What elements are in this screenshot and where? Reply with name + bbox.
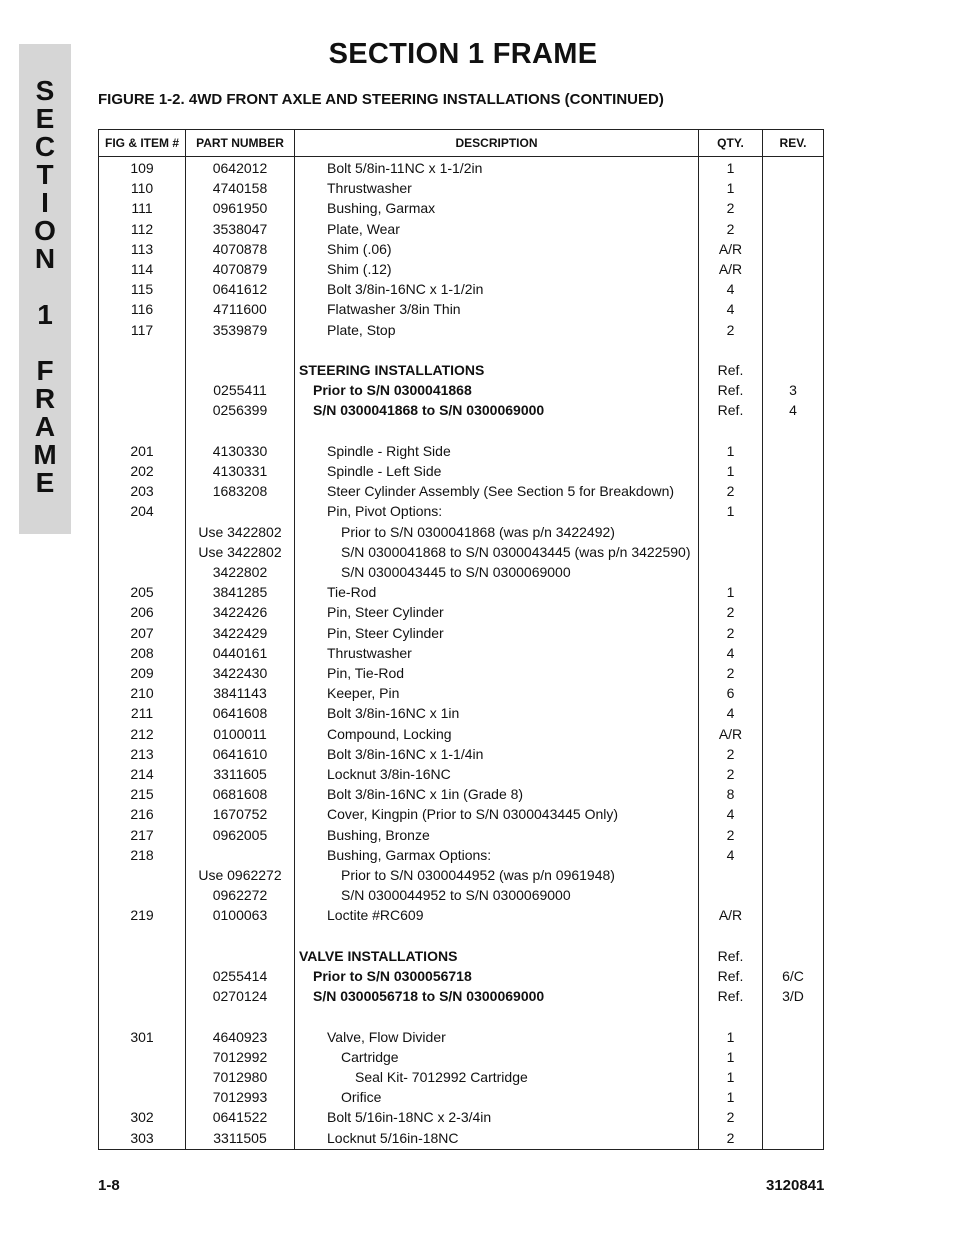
table-row (99, 764, 823, 784)
page-number: 1-8 (98, 1177, 120, 1194)
table-row (99, 380, 823, 400)
description-cell: Plate, Wear (327, 220, 400, 237)
table-row (99, 501, 823, 521)
description-cell: Seal Kit- 7012992 Cartridge (355, 1069, 528, 1085)
side-tab-letter: N (34, 243, 56, 274)
item-number-cell: 214 (130, 766, 154, 782)
description-cell: Loctite #RC609 (327, 907, 424, 924)
side-tab-letter: C (34, 131, 56, 162)
description-cell: Thrustwasher (327, 644, 412, 661)
table-row (99, 825, 823, 845)
table-row (99, 239, 823, 259)
part-number-cell: 7012992 (212, 1048, 268, 1065)
part-number-cell: 3422802 (212, 564, 268, 580)
part-number-cell: 0100063 (212, 907, 268, 924)
qty-cell: 6 (726, 685, 735, 702)
table-row (99, 1067, 823, 1087)
description-cell: Bolt 3/8in-16NC x 1-1/4in (327, 745, 484, 762)
side-tab-letter: 1 (37, 299, 53, 330)
header-divider (99, 156, 823, 157)
qty-cell: 1 (726, 1069, 735, 1085)
description-cell: Keeper, Pin (327, 685, 400, 702)
side-tab-letter: I (41, 187, 49, 218)
part-number-cell: 0641522 (212, 1109, 268, 1126)
table-row (99, 986, 823, 1006)
blank-row (99, 340, 823, 360)
part-number-cell: 4070878 (212, 240, 268, 257)
header-rev: REV. (779, 136, 807, 150)
document-number: 3120841 (766, 1177, 825, 1194)
qty-cell: 2 (726, 624, 735, 641)
part-number-cell: 3422426 (212, 604, 268, 621)
header-fig-item: FIG & ITEM # (104, 136, 179, 150)
qty-cell: 2 (726, 604, 735, 621)
part-number-cell: 0962272 (212, 887, 268, 904)
item-number-cell: 218 (130, 846, 154, 863)
part-number-cell: 3422429 (212, 624, 268, 641)
qty-cell: A/R (718, 907, 743, 924)
part-number-cell: 4640923 (212, 1028, 268, 1045)
qty-cell: Ref. (717, 382, 744, 399)
qty-cell: 2 (726, 665, 735, 681)
description-cell: Bushing, Garmax (327, 200, 436, 217)
qty-cell: 4 (726, 301, 735, 318)
qty-cell: Ref. (717, 947, 744, 964)
table-row (99, 683, 823, 703)
item-number-cell: 111 (131, 200, 153, 217)
qty-cell: 1 (726, 584, 735, 601)
section-side-tab (19, 44, 71, 534)
side-tab-letter: M (33, 439, 57, 470)
description-cell: Thrustwasher (327, 180, 412, 197)
part-number-cell: 0255411 (213, 382, 267, 399)
side-tab-letter: E (35, 103, 55, 134)
qty-cell: Ref. (717, 988, 744, 1005)
description-cell: Pin, Tie-Rod (327, 665, 405, 681)
description-cell: Shim (.12) (327, 261, 392, 277)
part-number-cell: 3539879 (212, 321, 268, 338)
part-number-cell: 1683208 (212, 483, 268, 500)
table-row (99, 845, 823, 865)
table-row (99, 158, 823, 178)
item-number-cell: 206 (130, 604, 154, 621)
table-row (99, 542, 823, 562)
description-cell: Pin, Pivot Options: (327, 503, 443, 520)
item-number-cell: 208 (130, 644, 154, 661)
table-row (99, 966, 823, 986)
qty-cell: 2 (726, 1109, 735, 1126)
table-row (99, 703, 823, 723)
table-row (99, 441, 823, 461)
side-tab-letter: T (36, 159, 54, 190)
qty-cell: 2 (726, 483, 735, 500)
qty-cell: 1 (726, 180, 735, 197)
item-number-cell: 115 (130, 281, 154, 298)
description-cell: Tie-Rod (327, 584, 377, 601)
table-row (99, 744, 823, 764)
rev-cell: 4 (789, 402, 797, 419)
item-number-cell: 219 (130, 907, 154, 924)
item-number-cell: 116 (130, 301, 154, 318)
table-row (99, 1047, 823, 1067)
part-number-cell: 3311505 (213, 1129, 267, 1146)
description-cell: Cover, Kingpin (Prior to S/N 0300043445 Only) (327, 806, 619, 823)
table-row (99, 198, 823, 218)
qty-cell: Ref. (717, 362, 744, 378)
part-number-cell: 0440161 (212, 644, 268, 661)
description-cell: Pin, Steer Cylinder (327, 624, 444, 641)
part-number-cell: 0270124 (212, 988, 268, 1005)
description-cell: Prior to S/N 0300044952 (was p/n 0961948) (341, 867, 615, 883)
description-cell: STEERING INSTALLATIONS (299, 362, 485, 378)
item-number-cell: 212 (130, 725, 154, 742)
description-cell: Bushing, Bronze (327, 826, 430, 843)
side-tab-letter: O (34, 215, 56, 246)
item-number-cell: 205 (130, 584, 154, 601)
part-number-cell: 0100011 (213, 725, 267, 742)
part-number-cell: 3841143 (213, 685, 267, 702)
description-cell: Pin, Steer Cylinder (327, 604, 444, 621)
qty-cell: Ref. (717, 968, 744, 984)
item-number-cell: 217 (130, 826, 154, 843)
header-part-number: PART NUMBER (196, 136, 284, 150)
table-row (99, 219, 823, 239)
description-cell: Spindle - Left Side (327, 463, 442, 479)
part-number-cell: 7012993 (212, 1089, 268, 1106)
qty-cell: A/R (718, 240, 743, 257)
part-number-cell: 0961950 (212, 200, 268, 217)
rev-cell: 3/D (782, 988, 804, 1005)
part-number-cell: 3841285 (212, 584, 268, 601)
item-number-cell: 203 (130, 483, 154, 500)
description-cell: Prior to S/N 0300056718 (313, 968, 472, 984)
qty-cell: 4 (726, 281, 735, 298)
header-qty: QTY. (717, 136, 744, 150)
description-cell: S/N 0300056718 to S/N 0300069000 (313, 988, 545, 1005)
description-cell: Spindle - Right Side (327, 442, 451, 459)
table-row (99, 663, 823, 683)
table-row (99, 865, 823, 885)
table-row (99, 623, 823, 643)
table-row (99, 259, 823, 279)
part-number-cell: Use 0962272 (198, 867, 282, 883)
qty-cell: 4 (726, 806, 735, 823)
item-number-cell: 301 (130, 1028, 154, 1045)
description-cell: Cartridge (341, 1048, 399, 1065)
description-cell: Prior to S/N 0300041868 (313, 382, 472, 399)
part-number-cell: 4740158 (212, 180, 268, 197)
table-row (99, 360, 823, 380)
side-tab-letter: F (36, 355, 54, 386)
table-row (99, 1107, 823, 1127)
side-tab-letter: A (34, 411, 56, 442)
qty-cell: 2 (726, 745, 735, 762)
qty-cell: 1 (726, 1048, 735, 1065)
part-number-cell: 0255414 (212, 968, 268, 984)
item-number-cell: 117 (130, 321, 154, 338)
description-cell: Locknut 3/8in-16NC (327, 766, 451, 782)
description-cell: Prior to S/N 0300041868 (was p/n 3422492) (341, 523, 615, 540)
table-row (99, 299, 823, 319)
table-row (99, 522, 823, 542)
description-cell: Bolt 3/8in-16NC x 1in (Grade 8) (327, 786, 524, 803)
part-number-cell: 4130330 (212, 442, 268, 459)
part-number-cell: 0962005 (212, 826, 268, 843)
table-row (99, 1027, 823, 1047)
description-cell: Bolt 5/16in-18NC x 2-3/4in (327, 1109, 492, 1126)
part-number-cell: 3311605 (213, 766, 267, 782)
table-row (99, 562, 823, 582)
blank-row (99, 926, 823, 946)
qty-cell: 1 (726, 503, 735, 520)
item-number-cell: 303 (130, 1129, 154, 1146)
parts-table (98, 129, 824, 1150)
description-cell: S/N 0300041868 to S/N 0300043445 (was p/n 3422590) (341, 543, 691, 560)
part-number-cell: Use 3422802 (198, 523, 282, 540)
table-row (99, 724, 823, 744)
rev-cell: 3 (789, 382, 797, 399)
item-number-cell: 109 (130, 160, 154, 176)
qty-cell: 2 (726, 220, 735, 237)
item-number-cell: 210 (130, 685, 154, 702)
qty-cell: 2 (726, 1129, 735, 1146)
qty-cell: A/R (718, 725, 743, 742)
item-number-cell: 113 (130, 240, 154, 257)
item-number-cell: 202 (130, 463, 154, 479)
description-cell: S/N 0300041868 to S/N 0300069000 (313, 402, 545, 419)
figure-title: FIGURE 1-2. 4WD FRONT AXLE AND STEERING INSTALLATIONS (CONTINUED) (98, 91, 664, 108)
table-row (99, 885, 823, 905)
part-number-cell: 0641612 (212, 281, 268, 298)
description-cell: Compound, Locking (327, 725, 452, 742)
part-number-cell: 3538047 (212, 220, 268, 237)
description-cell: S/N 0300043445 to S/N 0300069000 (341, 564, 571, 580)
side-tab-letter: E (35, 467, 55, 498)
item-number-cell: 207 (130, 624, 154, 641)
item-number-cell: 209 (130, 665, 154, 681)
part-number-cell: 3422430 (212, 665, 268, 681)
table-row (99, 602, 823, 622)
item-number-cell: 216 (130, 806, 154, 823)
part-number-cell: 0641608 (212, 705, 268, 722)
description-cell: Bolt 3/8in-16NC x 1-1/2in (327, 281, 484, 298)
table-row (99, 804, 823, 824)
item-number-cell: 201 (130, 442, 154, 459)
description-cell: Shim (.06) (327, 240, 392, 257)
table-row (99, 1128, 823, 1148)
qty-cell: 8 (726, 786, 735, 803)
description-cell: Flatwasher 3/8in Thin (327, 301, 461, 318)
rev-cell: 6/C (782, 968, 804, 984)
description-cell: Plate, Stop (327, 321, 396, 338)
part-number-cell: 0681608 (212, 786, 268, 803)
table-row (99, 1087, 823, 1107)
item-number-cell: 110 (130, 180, 154, 197)
description-cell: S/N 0300044952 to S/N 0300069000 (341, 887, 571, 904)
description-cell: Bolt 3/8in-16NC x 1in (327, 705, 460, 722)
item-number-cell: 211 (130, 705, 154, 722)
qty-cell: 4 (726, 705, 735, 722)
header-description: DESCRIPTION (455, 136, 538, 150)
qty-cell: 1 (726, 1089, 735, 1106)
qty-cell: 1 (726, 1028, 735, 1045)
table-row (99, 320, 823, 340)
table-row (99, 279, 823, 299)
item-number-cell: 215 (130, 786, 154, 803)
item-number-cell: 213 (130, 745, 154, 762)
part-number-cell: 7012980 (212, 1069, 268, 1085)
description-cell: Locknut 5/16in-18NC (327, 1129, 459, 1146)
section-title: SECTION 1 FRAME (328, 38, 598, 70)
description-cell: Steer Cylinder Assembly (See Section 5 for Breakdown) (327, 483, 675, 500)
qty-cell: Ref. (717, 402, 744, 419)
part-number-cell: 0641610 (212, 745, 268, 762)
table-row (99, 946, 823, 966)
item-number-cell: 302 (130, 1109, 154, 1126)
item-number-cell: 112 (130, 220, 154, 237)
table-row (99, 400, 823, 420)
part-number-cell: 4130331 (212, 463, 268, 479)
table-row (99, 461, 823, 481)
description-cell: Orifice (341, 1089, 382, 1106)
table-row (99, 643, 823, 663)
qty-cell: 4 (726, 644, 735, 661)
table-row (99, 481, 823, 501)
part-number-cell: 0642012 (212, 160, 268, 176)
blank-row (99, 421, 823, 441)
table-row (99, 784, 823, 804)
qty-cell: 1 (726, 160, 735, 176)
table-row (99, 582, 823, 602)
description-cell: Bushing, Garmax Options: (327, 846, 492, 863)
qty-cell: 2 (726, 826, 735, 843)
description-cell: Bolt 5/8in-11NC x 1-1/2in (327, 160, 483, 176)
qty-cell: A/R (718, 261, 743, 277)
item-number-cell: 204 (130, 503, 154, 520)
description-cell: VALVE INSTALLATIONS (299, 947, 458, 964)
part-number-cell: 1670752 (212, 806, 268, 823)
qty-cell: 2 (726, 200, 735, 217)
side-tab-letter: S (35, 75, 55, 106)
qty-cell: 4 (726, 846, 735, 863)
side-tab-letter: R (34, 383, 56, 414)
item-number-cell: 114 (130, 261, 154, 277)
qty-cell: 2 (726, 766, 735, 782)
part-number-cell: Use 3422802 (198, 543, 282, 560)
table-row (99, 178, 823, 198)
table-row (99, 905, 823, 925)
part-number-cell: 4070879 (212, 261, 268, 277)
qty-cell: 2 (726, 321, 735, 338)
qty-cell: 1 (726, 442, 735, 459)
part-number-cell: 0256399 (212, 402, 268, 419)
qty-cell: 1 (726, 463, 735, 479)
part-number-cell: 4711600 (213, 301, 267, 318)
blank-row (99, 1006, 823, 1026)
description-cell: Valve, Flow Divider (327, 1028, 446, 1045)
